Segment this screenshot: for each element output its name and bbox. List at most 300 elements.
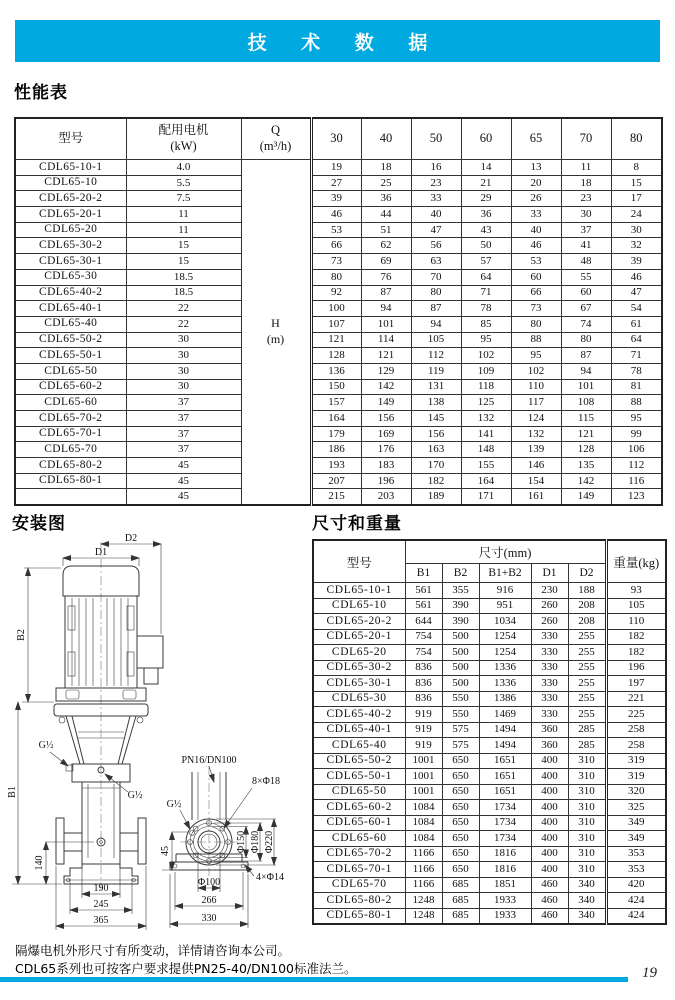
size-cell: 500 [442, 676, 479, 692]
size-cell: 340 [568, 908, 606, 924]
size-cell: 1001 [405, 784, 442, 800]
head-value-cell: 155 [461, 458, 511, 474]
model-cell: CDL65-60-1 [313, 815, 405, 831]
head-value-cell: 207 [311, 473, 361, 489]
head-value-cell: 176 [361, 442, 411, 458]
model-cell: CDL65-30 [313, 691, 405, 707]
size-cell: 650 [442, 800, 479, 816]
dimensions-row [313, 614, 666, 630]
head-value-cell: 150 [311, 379, 361, 395]
dimensions-row [313, 769, 666, 785]
head-value-cell: 61 [611, 316, 662, 332]
size-cell: 1651 [479, 753, 531, 769]
head-value-cell: 18 [361, 160, 411, 176]
size-cell: 1734 [479, 831, 531, 847]
head-value-cell: 121 [561, 426, 611, 442]
head-value-cell: 20 [511, 175, 561, 191]
head-value-cell: 145 [411, 411, 461, 427]
model-cell: CDL65-20-2 [313, 614, 405, 630]
size-cell: 919 [405, 738, 442, 754]
size-cell: 400 [531, 753, 568, 769]
model-cell: CDL65-20-1 [313, 629, 405, 645]
head-value-cell: 164 [461, 473, 511, 489]
dimensions-row [313, 877, 666, 893]
dim-label-45: 45 [160, 846, 171, 856]
col-header-q40: 40 [361, 118, 411, 160]
performance-row [15, 301, 662, 317]
size-cell: 1336 [479, 660, 531, 676]
head-value-cell: 11 [561, 160, 611, 176]
performance-row [15, 395, 662, 411]
weight-cell: 197 [606, 676, 666, 692]
size-cell: 330 [531, 629, 568, 645]
weight-cell: 420 [606, 877, 666, 893]
head-value-cell: 131 [411, 379, 461, 395]
dimensions-table [312, 539, 667, 925]
head-value-cell: 95 [511, 348, 561, 364]
head-value-cell: 71 [611, 348, 662, 364]
performance-row [15, 363, 662, 379]
size-cell: 561 [405, 598, 442, 614]
model-cell: CDL65-20 [313, 645, 405, 661]
dimensions-row [313, 676, 666, 692]
head-value-cell: 32 [611, 238, 662, 254]
dim-label-d1: D1 [94, 547, 108, 558]
performance-row [15, 269, 662, 285]
weight-cell: 196 [606, 660, 666, 676]
head-value-cell: 27 [311, 175, 361, 191]
size-cell: 916 [479, 583, 531, 599]
size-cell: 390 [442, 598, 479, 614]
performance-row [15, 348, 662, 364]
motor-kw-cell: 45 [126, 473, 241, 489]
head-value-cell: 40 [511, 222, 561, 238]
performance-header-row [15, 118, 662, 160]
head-value-cell: 55 [561, 269, 611, 285]
head-value-cell: 142 [361, 379, 411, 395]
head-value-cell: 46 [311, 207, 361, 223]
motor-kw-cell: 7.5 [126, 191, 241, 207]
dimensions-row [313, 738, 666, 754]
head-value-cell: 15 [611, 175, 662, 191]
head-value-cell: 76 [361, 269, 411, 285]
head-value-cell: 100 [311, 301, 361, 317]
size-cell: 1734 [479, 800, 531, 816]
dimensions-header-row1 [313, 540, 666, 564]
performance-row [15, 285, 662, 301]
size-cell: 400 [531, 769, 568, 785]
dimensions-row [313, 908, 666, 924]
model-cell: CDL65-70-1 [15, 426, 126, 442]
port-label-g12-flange: G½ [166, 799, 182, 810]
performance-row [15, 316, 662, 332]
size-cell: 836 [405, 660, 442, 676]
size-cell: 285 [568, 722, 606, 738]
size-cell: 650 [442, 753, 479, 769]
head-value-cell: 33 [511, 207, 561, 223]
dimensions-row [313, 800, 666, 816]
col-header-b2: B2 [442, 564, 479, 583]
size-cell: 1933 [479, 908, 531, 924]
size-cell: 1651 [479, 769, 531, 785]
head-value-cell: 171 [461, 489, 511, 505]
weight-cell: 353 [606, 846, 666, 862]
size-cell: 355 [442, 583, 479, 599]
head-value-cell: 47 [611, 285, 662, 301]
size-cell: 1034 [479, 614, 531, 630]
performance-row [15, 426, 662, 442]
head-value-cell: 8 [611, 160, 662, 176]
col-header-q70: 70 [561, 118, 611, 160]
head-value-cell: 138 [411, 395, 461, 411]
motor-kw-cell: 30 [126, 363, 241, 379]
dimensions-heading: 尺寸和重量 [312, 514, 402, 534]
size-cell: 285 [568, 738, 606, 754]
size-cell: 1851 [479, 877, 531, 893]
size-cell: 260 [531, 614, 568, 630]
size-cell: 330 [531, 707, 568, 723]
head-value-cell: 112 [411, 348, 461, 364]
col-header-q50: 50 [411, 118, 461, 160]
head-value-cell: 125 [461, 395, 511, 411]
size-cell: 836 [405, 691, 442, 707]
size-cell: 1084 [405, 800, 442, 816]
dim-label-140: 140 [34, 855, 45, 871]
size-cell: 255 [568, 645, 606, 661]
model-cell: CDL65-80-1 [15, 473, 126, 489]
head-value-cell: 53 [511, 254, 561, 270]
dimensions-row [313, 722, 666, 738]
model-cell: CDL65-10 [313, 598, 405, 614]
head-value-cell: 88 [611, 395, 662, 411]
head-value-cell: 106 [611, 442, 662, 458]
dimensions-table-body [313, 583, 666, 925]
motor-kw-cell: 37 [126, 426, 241, 442]
performance-table-body [15, 160, 662, 506]
head-value-cell: 203 [361, 489, 411, 505]
size-cell: 188 [568, 583, 606, 599]
head-value-cell: 23 [411, 175, 461, 191]
head-value-cell: 39 [611, 254, 662, 270]
col-header-q30: 30 [311, 118, 361, 160]
performance-row [15, 175, 662, 191]
head-value-cell: 108 [561, 395, 611, 411]
size-cell: 310 [568, 815, 606, 831]
size-cell: 460 [531, 877, 568, 893]
dimensions-row [313, 815, 666, 831]
head-value-cell: 182 [411, 473, 461, 489]
weight-cell: 424 [606, 908, 666, 924]
size-cell: 575 [442, 738, 479, 754]
head-value-cell: 71 [461, 285, 511, 301]
head-value-cell: 53 [311, 222, 361, 238]
performance-row [15, 191, 662, 207]
head-value-cell: 109 [461, 363, 511, 379]
head-value-cell: 148 [461, 442, 511, 458]
footnote-motor: 隔爆电机外形尺寸有所变动，详情请咨询本公司。 [15, 943, 291, 958]
head-value-cell: 161 [511, 489, 561, 505]
head-value-cell: 51 [361, 222, 411, 238]
size-cell: 230 [531, 583, 568, 599]
performance-row [15, 442, 662, 458]
head-value-cell: 17 [611, 191, 662, 207]
dimensions-row [313, 862, 666, 878]
weight-cell: 319 [606, 769, 666, 785]
head-value-cell: 40 [411, 207, 461, 223]
weight-cell: 105 [606, 598, 666, 614]
size-cell: 575 [442, 722, 479, 738]
col-header-d1: D1 [531, 564, 568, 583]
head-value-cell: 118 [461, 379, 511, 395]
size-cell: 550 [442, 691, 479, 707]
size-cell: 255 [568, 691, 606, 707]
dimensions-row [313, 645, 666, 661]
model-cell: CDL65-40 [313, 738, 405, 754]
head-value-cell: 87 [561, 348, 611, 364]
size-cell: 460 [531, 908, 568, 924]
motor-kw-cell: 37 [126, 395, 241, 411]
head-value-cell: 19 [311, 160, 361, 176]
head-value-cell: 80 [311, 269, 361, 285]
dim-label-266: 266 [201, 895, 217, 906]
dimensions-row [313, 753, 666, 769]
port-label-g12-center: G½ [127, 790, 143, 801]
head-unit-cell: H (m) [241, 160, 311, 506]
size-cell: 208 [568, 598, 606, 614]
head-value-cell: 146 [511, 458, 561, 474]
motor-kw-cell: 45 [126, 489, 241, 505]
col-header-weight: 重量(kg) [606, 540, 666, 583]
model-cell: CDL65-80-1 [313, 908, 405, 924]
size-cell: 919 [405, 707, 442, 723]
size-cell: 340 [568, 893, 606, 909]
performance-table [14, 117, 663, 506]
motor-kw-cell: 18.5 [126, 269, 241, 285]
head-value-cell: 43 [461, 222, 511, 238]
weight-cell: 349 [606, 815, 666, 831]
head-value-cell: 149 [561, 489, 611, 505]
weight-cell: 320 [606, 784, 666, 800]
model-cell [15, 489, 126, 505]
page-title: 技 术 数 据 [247, 31, 442, 54]
dim-label-245: 245 [93, 899, 109, 910]
model-cell: CDL65-70-2 [15, 411, 126, 427]
model-cell: CDL65-50-2 [15, 332, 126, 348]
head-value-cell: 87 [411, 301, 461, 317]
head-value-cell: 36 [461, 207, 511, 223]
size-cell: 460 [531, 893, 568, 909]
head-value-cell: 156 [411, 426, 461, 442]
weight-cell: 182 [606, 629, 666, 645]
head-value-cell: 183 [361, 458, 411, 474]
performance-row [15, 458, 662, 474]
size-cell: 360 [531, 738, 568, 754]
head-value-cell: 102 [461, 348, 511, 364]
head-value-cell: 48 [561, 254, 611, 270]
size-cell: 400 [531, 784, 568, 800]
head-value-cell: 54 [611, 301, 662, 317]
size-cell: 255 [568, 629, 606, 645]
weight-cell: 424 [606, 893, 666, 909]
model-cell: CDL65-70-2 [313, 846, 405, 862]
size-cell: 255 [568, 707, 606, 723]
page-header-band [15, 20, 660, 62]
performance-row [15, 411, 662, 427]
weight-cell: 182 [606, 645, 666, 661]
size-cell: 644 [405, 614, 442, 630]
model-cell: CDL65-60-2 [15, 379, 126, 395]
size-cell: 330 [531, 645, 568, 661]
motor-kw-cell: 30 [126, 379, 241, 395]
head-value-cell: 50 [461, 238, 511, 254]
head-value-cell: 47 [411, 222, 461, 238]
size-cell: 1166 [405, 862, 442, 878]
flange-standard-label: PN16/DN100 [181, 755, 237, 766]
dimensions-row [313, 660, 666, 676]
size-cell: 550 [442, 707, 479, 723]
model-cell: CDL65-50-2 [313, 753, 405, 769]
col-header-b1b2: B1+B2 [479, 564, 531, 583]
model-cell: CDL65-80-2 [313, 893, 405, 909]
head-value-cell: 74 [561, 316, 611, 332]
weight-cell: 110 [606, 614, 666, 630]
performance-row [15, 238, 662, 254]
head-value-cell: 88 [511, 332, 561, 348]
head-value-cell: 119 [411, 363, 461, 379]
size-cell: 919 [405, 722, 442, 738]
size-cell: 400 [531, 846, 568, 862]
size-cell: 1494 [479, 722, 531, 738]
size-cell: 400 [531, 862, 568, 878]
head-value-cell: 139 [511, 442, 561, 458]
model-cell: CDL65-60 [15, 395, 126, 411]
size-cell: 1001 [405, 769, 442, 785]
head-value-cell: 102 [511, 363, 561, 379]
motor-kw-cell: 22 [126, 301, 241, 317]
motor-kw-cell: 15 [126, 238, 241, 254]
col-header-b1: B1 [405, 564, 442, 583]
size-cell: 650 [442, 769, 479, 785]
motor-kw-cell: 11 [126, 207, 241, 223]
head-value-cell: 14 [461, 160, 511, 176]
head-value-cell: 94 [561, 363, 611, 379]
head-value-cell: 29 [461, 191, 511, 207]
size-cell: 561 [405, 583, 442, 599]
head-value-cell: 110 [511, 379, 561, 395]
size-cell: 650 [442, 846, 479, 862]
installation-diagram [6, 532, 308, 936]
head-value-cell: 80 [561, 332, 611, 348]
col-header-q80: 80 [611, 118, 662, 160]
head-value-cell: 94 [411, 316, 461, 332]
dim-label-190: 190 [93, 883, 109, 894]
model-cell: CDL65-30-1 [15, 254, 126, 270]
size-cell: 340 [568, 877, 606, 893]
head-value-cell: 81 [611, 379, 662, 395]
size-cell: 1248 [405, 908, 442, 924]
head-value-cell: 114 [361, 332, 411, 348]
head-value-cell: 66 [311, 238, 361, 254]
model-cell: CDL65-40-1 [313, 722, 405, 738]
model-cell: CDL65-20 [15, 222, 126, 238]
head-value-cell: 129 [361, 363, 411, 379]
head-value-cell: 26 [511, 191, 561, 207]
model-cell: CDL65-10-1 [313, 583, 405, 599]
size-cell: 1386 [479, 691, 531, 707]
col-header-d2: D2 [568, 564, 606, 583]
model-cell: CDL65-70 [15, 442, 126, 458]
head-value-cell: 135 [561, 458, 611, 474]
col-header-q65: 65 [511, 118, 561, 160]
front-view-dimensions [7, 533, 161, 930]
head-value-cell: 92 [311, 285, 361, 301]
size-cell: 836 [405, 676, 442, 692]
size-cell: 650 [442, 784, 479, 800]
model-cell: CDL65-70 [313, 877, 405, 893]
performance-row [15, 489, 662, 505]
size-cell: 685 [442, 877, 479, 893]
head-value-cell: 101 [561, 379, 611, 395]
performance-row [15, 379, 662, 395]
head-value-cell: 196 [361, 473, 411, 489]
size-cell: 310 [568, 784, 606, 800]
head-value-cell: 121 [361, 348, 411, 364]
size-cell: 500 [442, 660, 479, 676]
head-value-cell: 46 [611, 269, 662, 285]
performance-row [15, 254, 662, 270]
size-cell: 754 [405, 629, 442, 645]
dim-label-b2: B2 [16, 629, 27, 641]
head-value-cell: 193 [311, 458, 361, 474]
motor-kw-cell: 30 [126, 332, 241, 348]
head-value-cell: 169 [361, 426, 411, 442]
model-cell: CDL65-70-1 [313, 862, 405, 878]
dimensions-row [313, 831, 666, 847]
flange-plan-view [160, 755, 284, 928]
head-value-cell: 70 [411, 269, 461, 285]
footer-rule [0, 977, 628, 982]
performance-row [15, 207, 662, 223]
model-cell: CDL65-20-2 [15, 191, 126, 207]
weight-cell: 258 [606, 722, 666, 738]
head-value-cell: 69 [361, 254, 411, 270]
head-value-cell: 41 [561, 238, 611, 254]
performance-row [15, 222, 662, 238]
head-value-cell: 30 [561, 207, 611, 223]
head-value-cell: 136 [311, 363, 361, 379]
head-value-cell: 67 [561, 301, 611, 317]
pump-front-view [54, 542, 163, 890]
size-cell: 310 [568, 862, 606, 878]
weight-cell: 325 [606, 800, 666, 816]
head-value-cell: 87 [361, 285, 411, 301]
head-value-cell: 116 [611, 473, 662, 489]
head-value-cell: 107 [311, 316, 361, 332]
head-value-cell: 64 [461, 269, 511, 285]
head-value-cell: 95 [461, 332, 511, 348]
size-cell: 1166 [405, 877, 442, 893]
size-cell: 310 [568, 753, 606, 769]
size-cell: 1734 [479, 815, 531, 831]
model-cell: CDL65-50-1 [313, 769, 405, 785]
head-value-cell: 62 [361, 238, 411, 254]
size-cell: 1248 [405, 893, 442, 909]
head-value-cell: 141 [461, 426, 511, 442]
motor-kw-cell: 45 [126, 458, 241, 474]
model-cell: CDL65-30 [15, 269, 126, 285]
head-value-cell: 13 [511, 160, 561, 176]
footnote-flange: CDL65系列也可按客户要求提供PN25-40/DN100标准法兰。 [15, 961, 357, 976]
